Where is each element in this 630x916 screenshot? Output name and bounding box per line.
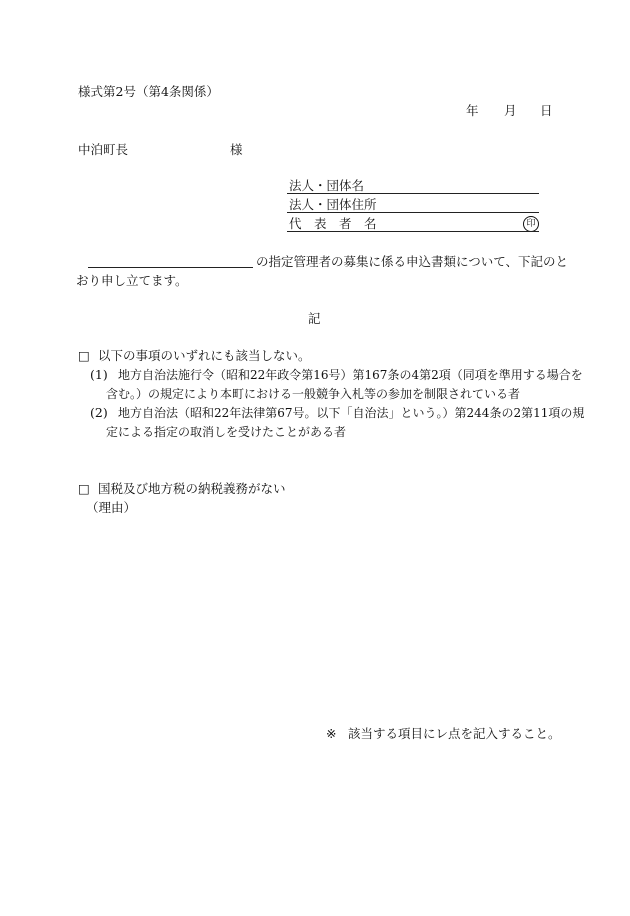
corp-address-label: 法人・団体住所 <box>289 197 377 212</box>
corp-address-field[interactable] <box>287 212 539 213</box>
representative-field[interactable] <box>287 231 539 232</box>
item2-checkbox[interactable]: □ <box>78 481 90 496</box>
ki-heading: 記 <box>308 311 321 326</box>
seal-mark: 印 <box>523 216 539 232</box>
note-mark: ※ <box>326 726 337 741</box>
item1-checkbox[interactable]: □ <box>78 348 90 363</box>
declaration-line1: の指定管理者の募集に係る申込書類について、下記のと <box>256 254 569 269</box>
subitem1-line1: 地方自治法施行令（昭和22年政令第16号）第167条の4第2項（同項を準用する場合を <box>118 368 583 382</box>
facility-name-field[interactable] <box>88 267 253 268</box>
subitem1-num: (1) <box>90 367 108 382</box>
corp-name-label: 法人・団体名 <box>289 178 365 193</box>
subitem2-num: (2) <box>90 405 108 420</box>
item2-reason-label: （理由） <box>86 500 137 515</box>
addressee-name: 中泊町長 <box>78 142 129 157</box>
subitem2-line2: 定による指定の取消しを受けたことがある者 <box>106 425 347 439</box>
addressee-honorific: 様 <box>230 142 243 157</box>
corp-name-field[interactable] <box>287 193 539 194</box>
form-number: 様式第2号（第4条関係） <box>78 84 219 99</box>
note-text: 該当する項目にレ点を記入すること。 <box>348 726 561 741</box>
subitem1-line2: 含む。）の規定により本町における一般競争入札等の参加を制限されている者 <box>106 387 521 401</box>
declaration-line2: おり申し立てます。 <box>76 273 188 288</box>
date-year: 年 <box>466 103 479 118</box>
item1-text: 以下の事項のいずれにも該当しない。 <box>98 348 311 363</box>
representative-label: 代 表 者 名 <box>289 216 377 231</box>
date-month: 月 <box>504 103 517 118</box>
subitem2-line1: 地方自治法（昭和22年法律第67号。以下「自治法」という。）第244条の2第11項の規 <box>118 406 585 420</box>
date-day: 日 <box>540 103 553 118</box>
item2-text: 国税及び地方税の納税義務がない <box>98 481 286 496</box>
